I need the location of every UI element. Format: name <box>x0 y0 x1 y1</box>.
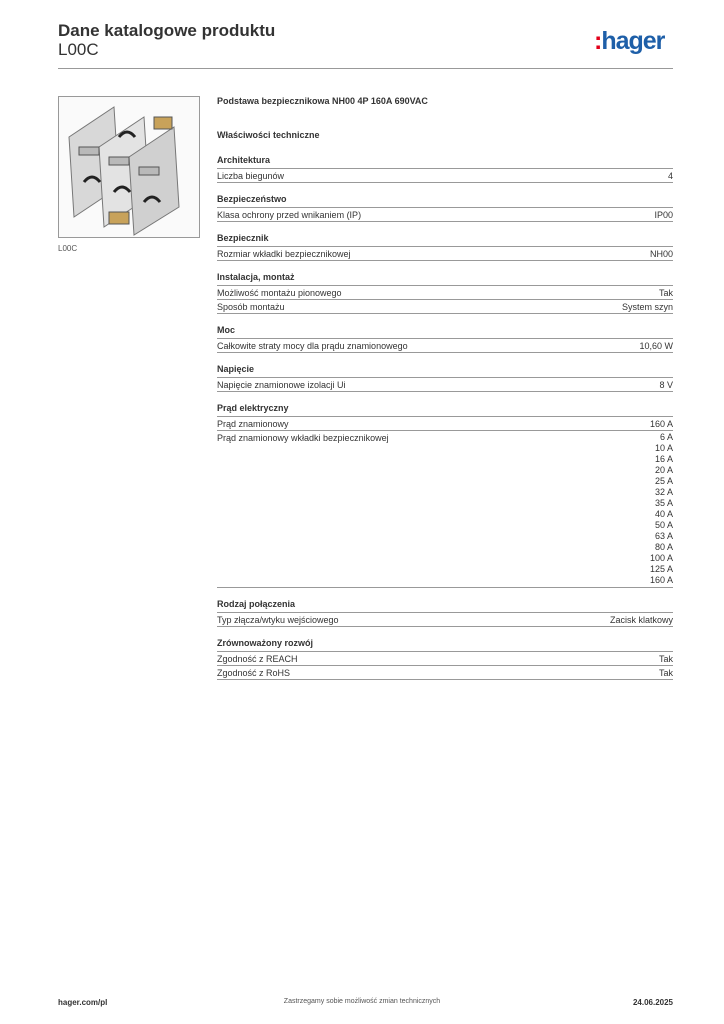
spec-value: System szyn <box>621 302 673 312</box>
spec-label: Liczba biegunów <box>217 171 285 181</box>
spec-value: 160 A <box>649 575 673 585</box>
spec-value: 20 A <box>654 465 673 475</box>
spec-row <box>217 208 673 222</box>
spec-label: Typ złącza/wtyku wejściowego <box>217 615 339 625</box>
page-title: Dane katalogowe produktu <box>58 21 276 40</box>
group-rodzaj-polaczenia <box>217 598 673 627</box>
spec-label: Zgodność z RoHS <box>217 668 291 678</box>
spec-value: 10 A <box>654 443 673 453</box>
spec-value: Tak <box>658 288 673 298</box>
spec-label: Prąd znamionowy wkładki bezpiecznikowej <box>217 433 389 443</box>
group-title: Rodzaj połączenia <box>217 598 673 613</box>
group-title: Architektura <box>217 154 673 169</box>
spec-label: Zgodność z REACH <box>217 654 298 664</box>
group-title: Napięcie <box>217 363 673 378</box>
spec-value: 160 A <box>649 419 673 429</box>
spec-label: Prąd znamionowy <box>217 419 289 429</box>
spec-row <box>217 613 673 627</box>
spec-value: Tak <box>658 668 673 678</box>
spec-row <box>217 339 673 353</box>
properties-heading: Właściwości techniczne <box>217 130 320 140</box>
logo-text: hager <box>601 27 665 55</box>
footer-disclaimer: Zastrzegamy sobie możliwość zmian technicznych <box>283 998 441 1005</box>
spec-value: Zacisk klatkowy <box>609 615 673 625</box>
product-name: Podstawa bezpiecznikowa NH00 4P 160A 690VAC <box>217 96 428 106</box>
spec-label: Rozmiar wkładki bezpiecznikowej <box>217 249 351 259</box>
product-code: L00C <box>58 40 99 59</box>
spec-content <box>217 96 673 680</box>
spec-value: 16 A <box>654 454 673 464</box>
spec-value: 4 <box>667 171 673 181</box>
spec-value: 6 A <box>659 432 673 442</box>
group-title: Bezpieczeństwo <box>217 193 673 208</box>
spec-value: 100 A <box>649 553 673 563</box>
spec-value: 25 A <box>654 476 673 486</box>
spec-row <box>217 417 673 431</box>
header-divider <box>58 68 673 69</box>
footer-date: 24.06.2025 <box>632 998 673 1007</box>
group-prad <box>217 402 673 588</box>
spec-value: 40 A <box>654 509 673 519</box>
product-image <box>58 96 200 238</box>
group-zrownowazony-rozwoj <box>217 637 673 680</box>
spec-label: Całkowite straty mocy dla prądu znamionowego <box>217 341 408 351</box>
spec-row <box>217 300 673 314</box>
group-title: Bezpiecznik <box>217 232 673 247</box>
group-moc <box>217 324 673 353</box>
spec-row <box>217 652 673 666</box>
footer-website-link[interactable]: hager.com/pl <box>58 998 108 1007</box>
spec-label: Możliwość montażu pionowego <box>217 288 342 298</box>
spec-value: 35 A <box>654 498 673 508</box>
spec-value: 125 A <box>649 564 673 574</box>
group-instalacja <box>217 271 673 314</box>
group-title: Prąd elektryczny <box>217 402 673 417</box>
spec-value-list <box>650 432 673 586</box>
spec-label: Klasa ochrony przed wnikaniem (IP) <box>217 210 362 220</box>
spec-row <box>217 169 673 183</box>
spec-value: NH00 <box>649 249 673 259</box>
spec-row <box>217 378 673 392</box>
group-title: Moc <box>217 324 673 339</box>
spec-value: 10,60 W <box>639 341 673 351</box>
spec-row-multi <box>217 431 673 588</box>
spec-value: 63 A <box>654 531 673 541</box>
group-napiecie <box>217 363 673 392</box>
spec-value: 80 A <box>654 542 673 552</box>
spec-value: IP00 <box>654 210 673 220</box>
group-bezpieczenstwo <box>217 193 673 222</box>
logo-prefix: : <box>594 27 602 55</box>
fuse-base-product-photo <box>59 97 199 237</box>
image-caption: L00C <box>58 244 78 253</box>
group-bezpiecznik <box>217 232 673 261</box>
spec-row <box>217 666 673 680</box>
spec-value: 8 V <box>659 380 673 390</box>
spec-value: 50 A <box>654 520 673 530</box>
spec-value: Tak <box>658 654 673 664</box>
group-architektura <box>217 154 673 183</box>
spec-label: Napięcie znamionowe izolacji Ui <box>217 380 346 390</box>
spec-row <box>217 286 673 300</box>
group-title: Instalacja, montaż <box>217 271 673 286</box>
spec-value: 32 A <box>654 487 673 497</box>
spec-label: Sposób montażu <box>217 302 285 312</box>
group-title: Zrównoważony rozwój <box>217 637 673 652</box>
spec-row <box>217 247 673 261</box>
hager-logo <box>594 27 664 56</box>
